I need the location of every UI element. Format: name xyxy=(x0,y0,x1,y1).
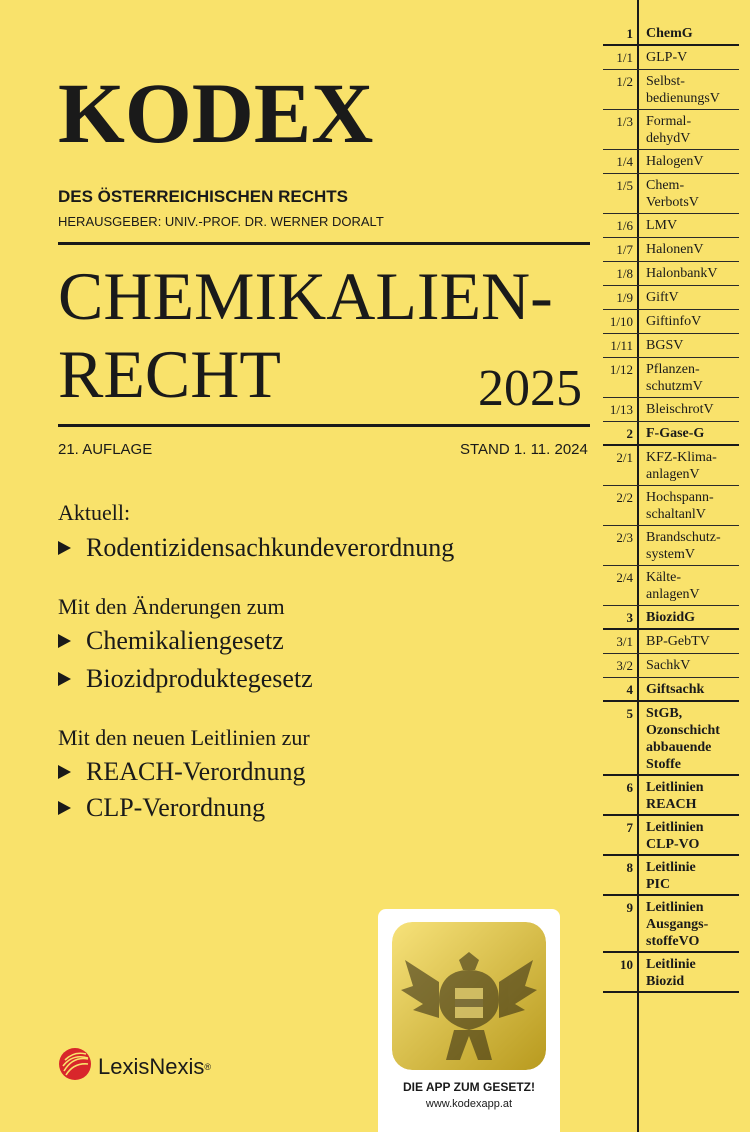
tab-number: 1/1 xyxy=(616,50,633,65)
tab-entry[interactable] xyxy=(603,486,739,526)
publisher-logo xyxy=(58,1047,211,1086)
tab-label: ChemG xyxy=(646,26,693,41)
section-heading-leitlinien: Mit den neuen Leitlinien zur xyxy=(58,725,310,750)
bottom-rule xyxy=(58,424,590,427)
tab-number: 1/10 xyxy=(609,314,633,329)
triangle-bullet-icon xyxy=(58,541,71,555)
tab-label: BleischrotV xyxy=(646,402,714,417)
tab-entry[interactable] xyxy=(603,422,739,446)
tab-label: HalogenV xyxy=(646,154,704,169)
tab-register xyxy=(603,22,739,993)
tab-label: BiozidG xyxy=(646,610,696,625)
tab-label: Pflanzen- schutzmV xyxy=(646,362,703,394)
tab-number: 1/9 xyxy=(616,290,633,305)
tab-number: 10 xyxy=(620,957,633,972)
tab-number: 2 xyxy=(626,426,633,441)
book-year: 2025 xyxy=(478,360,582,417)
tab-number: 9 xyxy=(626,900,633,915)
triangle-bullet-icon xyxy=(58,801,71,815)
tab-entry[interactable] xyxy=(603,70,739,110)
tab-label: Leitlinie PIC xyxy=(646,860,696,892)
tab-entry[interactable] xyxy=(603,174,739,214)
tab-entry[interactable] xyxy=(603,446,739,486)
bullet-item xyxy=(58,757,306,787)
tab-number: 2/4 xyxy=(616,570,633,585)
section-heading-aktuell: Aktuell: xyxy=(58,500,131,525)
tab-number: 1/4 xyxy=(616,154,633,169)
tab-label: BGSV xyxy=(646,338,684,353)
editor-line: HERAUSGEBER: UNIV.-PROF. DR. WERNER DORALT xyxy=(58,214,384,229)
tab-entry[interactable] xyxy=(603,816,739,856)
tab-entry[interactable] xyxy=(603,358,739,398)
tab-number: 1/5 xyxy=(616,178,633,193)
tab-number: 1/11 xyxy=(610,338,633,353)
tab-number: 4 xyxy=(626,682,633,697)
tab-entry[interactable] xyxy=(603,214,739,238)
publisher-name: LexisNexis xyxy=(98,1053,205,1079)
section-heading-aenderungen: Mit den Änderungen zum xyxy=(58,594,285,619)
tab-entry[interactable] xyxy=(603,110,739,150)
tab-label: Leitlinie Biozid xyxy=(646,957,696,989)
edition-label: 21. AUFLAGE xyxy=(58,441,153,458)
tab-label: Hochspann- schaltanlV xyxy=(646,490,714,522)
tab-number: 8 xyxy=(626,860,633,875)
tab-label: Giftsachk xyxy=(646,682,705,697)
bullet-text: Rodentizidensachkundeverordnung xyxy=(86,533,455,562)
tab-label: Selbst- bedienungsV xyxy=(646,74,720,106)
bullet-text: CLP-Verordnung xyxy=(86,793,266,822)
tab-entry[interactable] xyxy=(603,238,739,262)
tab-entry[interactable] xyxy=(603,398,739,422)
tab-label: SachkV xyxy=(646,658,691,673)
tab-number: 7 xyxy=(626,820,633,835)
tab-label: F-Gase-G xyxy=(646,426,705,441)
tab-entry[interactable] xyxy=(603,678,739,702)
tab-number: 1/12 xyxy=(609,362,633,377)
tab-entry[interactable] xyxy=(603,286,739,310)
stand-date: STAND 1. 11. 2024 xyxy=(460,441,588,458)
series-subtitle: DES ÖSTERREICHISCHEN RECHTS xyxy=(58,187,348,206)
book-title-line1: CHEMIKALIEN- xyxy=(58,258,553,334)
tab-entry[interactable] xyxy=(603,776,739,816)
tab-label: LMV xyxy=(646,218,678,233)
tab-label: StGB, Ozonschicht abbauende Stoffe xyxy=(646,706,720,772)
triangle-bullet-icon xyxy=(58,672,71,686)
tab-label: GiftinfoV xyxy=(646,314,702,329)
tab-number: 1/8 xyxy=(616,266,633,281)
tab-label: KFZ-Klima- anlagenV xyxy=(646,450,717,482)
tab-entry[interactable] xyxy=(603,630,739,654)
triangle-bullet-icon xyxy=(58,765,71,779)
tab-entry[interactable] xyxy=(603,262,739,286)
bullet-text: REACH-Verordnung xyxy=(86,757,306,786)
triangle-bullet-icon xyxy=(58,634,71,648)
bullet-item xyxy=(58,793,265,823)
tab-entry[interactable] xyxy=(603,150,739,174)
eagle-crest-icon xyxy=(392,922,546,1070)
tab-number: 1/6 xyxy=(616,218,633,233)
tab-number: 1/2 xyxy=(616,74,633,89)
tab-entry[interactable] xyxy=(603,654,739,678)
tab-number: 1/3 xyxy=(616,114,633,129)
tab-number: 2/3 xyxy=(616,530,633,545)
bullet-item xyxy=(58,664,313,694)
tab-number: 1/7 xyxy=(616,242,633,257)
tab-entry[interactable] xyxy=(603,526,739,566)
tab-number: 2/2 xyxy=(616,490,633,505)
bullet-item xyxy=(58,626,284,656)
top-rule xyxy=(58,242,590,245)
app-url[interactable]: www.kodexapp.at xyxy=(425,1098,513,1110)
bullet-text: Chemikaliengesetz xyxy=(86,626,284,655)
tab-label: Formal- dehydV xyxy=(646,114,692,146)
app-caption: DIE APP ZUM GESETZ! xyxy=(402,1080,535,1094)
tab-number: 5 xyxy=(626,706,633,721)
registered-mark: ® xyxy=(204,1061,212,1072)
tab-label: Leitlinien CLP-VO xyxy=(646,820,704,852)
tab-entry[interactable] xyxy=(603,334,739,358)
tab-label: Kälte- anlagenV xyxy=(646,570,700,602)
lexisnexis-logo-icon xyxy=(58,1047,92,1086)
tab-entry[interactable] xyxy=(603,702,739,776)
tab-label: Brandschutz- systemV xyxy=(646,530,721,562)
bullet-text: Biozidproduktegesetz xyxy=(86,664,313,693)
tab-label: GLP-V xyxy=(646,50,688,65)
tab-label: Chem- VerbotsV xyxy=(646,178,699,210)
tab-number: 3 xyxy=(626,610,633,625)
tab-number: 1 xyxy=(626,26,633,41)
tab-label: HalonbankV xyxy=(646,266,718,281)
tab-entry[interactable] xyxy=(603,606,739,630)
tab-entry[interactable] xyxy=(603,953,739,993)
tab-entry[interactable] xyxy=(603,46,739,70)
book-title-line2: RECHT xyxy=(58,336,281,412)
tab-entry[interactable] xyxy=(603,856,739,896)
bullet-item xyxy=(58,533,454,563)
tab-label: HalonenV xyxy=(646,242,704,257)
tab-entry[interactable] xyxy=(603,22,739,46)
brand-title: KODEX xyxy=(58,65,374,161)
tab-label: Leitlinien REACH xyxy=(646,780,704,812)
tab-entry[interactable] xyxy=(603,896,739,953)
tab-entry[interactable] xyxy=(603,566,739,606)
tab-number: 2/1 xyxy=(616,450,633,465)
tab-label: Leitlinien Ausgangs- stoffeVO xyxy=(646,900,709,949)
tab-number: 3/2 xyxy=(616,658,633,673)
tab-number: 1/13 xyxy=(609,402,633,417)
tab-number: 6 xyxy=(626,780,633,795)
tab-number: 3/1 xyxy=(616,634,633,649)
tab-label: GiftV xyxy=(646,290,679,305)
tab-label: BP-GebTV xyxy=(646,634,710,649)
tab-entry[interactable] xyxy=(603,310,739,334)
